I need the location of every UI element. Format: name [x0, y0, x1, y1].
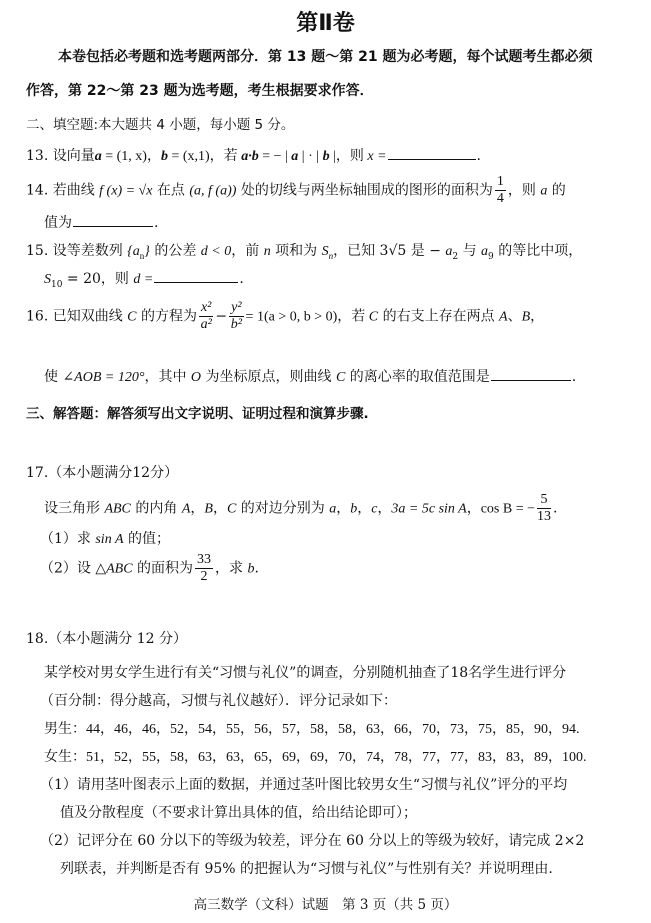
q16-end: . [571, 369, 577, 385]
q14-text: 14. 若曲线 [26, 182, 100, 199]
q17-sep: ， [466, 500, 481, 517]
q13-vec-a: a [94, 149, 102, 164]
q15-a2-sub: 2 [452, 251, 459, 262]
question-17-part-1 [40, 528, 170, 548]
q17-end: . [254, 560, 259, 577]
q14-text: 的 [547, 182, 566, 199]
q13-dot: a·b [241, 149, 259, 164]
q15-S10-sub: 10 [51, 279, 63, 290]
fraction-numerator: x² [200, 300, 212, 315]
q15-seq: {a [127, 244, 140, 259]
q17-ABC: ABC [104, 501, 131, 517]
question-18-part-2: （2）记评分在 60 分以下的等级为较差，评分在 60 分以上的等级为较好，请完成 2×2 [40, 833, 585, 849]
q16-O: O [190, 370, 202, 385]
q17-B: B [204, 501, 213, 517]
question-15-line-2 [44, 268, 244, 290]
q17-text: 设三角形 [44, 500, 105, 517]
fraction-denominator: 4 [496, 191, 504, 206]
question-16-line-2 [44, 366, 576, 386]
q15-d: d < 0 [200, 244, 232, 259]
q17-A: A [181, 501, 191, 517]
answer-blank[interactable] [73, 225, 153, 227]
question-15 [26, 240, 582, 262]
q14-a: a [540, 183, 548, 199]
girls-values: 51，52，55，58，63，63，65，69，69，70，74，78，77，77，83，83，89，100. [86, 750, 587, 765]
q14-fraction [495, 174, 506, 207]
q13-text: |，则 [329, 149, 368, 164]
q17-sep: ， [212, 500, 227, 517]
question-18-part-1-cont: 值及分散程度（不要求计算出具体的值，给出结论即可）； [60, 805, 417, 821]
q13-vec-a: a [291, 149, 299, 164]
boys-scores [44, 718, 580, 738]
q17-c: c [371, 501, 378, 517]
q16-text: ，其中 [144, 369, 191, 385]
q14-text: 值为 [44, 215, 72, 231]
girls-scores [44, 746, 587, 766]
q15-seq-sub: n [139, 250, 145, 261]
question-17-heading: 17.（本小题满分12分） [26, 465, 179, 481]
q15-S: S [321, 244, 329, 259]
section-3-heading: 三、解答题：解答须写出文字说明、证明过程和演算步骤. [26, 406, 369, 422]
question-14 [26, 174, 566, 207]
q14-text: 在点 [152, 182, 190, 199]
q14-end: . [154, 215, 159, 231]
q15-text: = 20，则 [62, 271, 134, 287]
q17-sep: ， [357, 500, 372, 517]
q14-point: (a, f (a)) [189, 183, 237, 199]
q17-sinA: sin A [95, 532, 124, 547]
fraction-denominator: b² [230, 317, 242, 332]
fraction-denominator: a² [200, 317, 212, 332]
intro-line-2: 作答，第 22～第 23 题为选考题，考生根据要求作答． [26, 83, 374, 99]
q17-a: a [329, 501, 337, 517]
answer-blank[interactable] [491, 379, 571, 381]
q16-fraction-x [199, 300, 213, 333]
intro-line-1: 本卷包括必考题和选考题两部分．第 13 题～第 21 题为必考题，每个试题考生都必须 [58, 49, 593, 65]
q15-text: 项和为 [270, 243, 322, 259]
q13-text: | · | [298, 149, 323, 164]
q17-C: C [226, 501, 237, 517]
q14-text: ，则 [507, 182, 541, 199]
question-14-line-2 [44, 212, 158, 232]
question-18-part-2-cont: 列联表，并判断是否有 95% 的把握认为“习惯与礼仪”与性别有关？并说明理由. [60, 861, 553, 877]
q16-text: 的离心率的取值范围是 [345, 369, 490, 385]
page-footer: 高三数学（文科）试题 第 3 页（共 5 页） [193, 897, 458, 913]
page-title: 第Ⅱ卷 [296, 11, 355, 36]
q13-text: 13. 设向量 [26, 148, 95, 164]
q16-text: 为坐标原点，则曲线 [201, 369, 336, 385]
q15-a9: a [481, 244, 489, 259]
q17-text: 的值； [123, 531, 170, 547]
question-18-line-1: 某学校对男女学生进行有关“习惯与礼仪”的调查，分别随机抽查了18名学生进行评分 [44, 665, 567, 681]
q14-text: 处的切线与两坐标轴围成的图形的面积为 [236, 182, 493, 199]
question-16 [26, 300, 544, 333]
q17-text: 的对边分别为 [236, 500, 330, 517]
q15-end: . [239, 271, 244, 287]
q17-ABC: ABC [106, 561, 133, 577]
q16-A: A [499, 309, 508, 325]
fraction-numerator: 33 [197, 552, 212, 567]
question-17-part-2 [40, 552, 259, 585]
q17-text: 的内角 [130, 500, 182, 517]
q17-b: b [247, 561, 255, 577]
q13-end: . [476, 148, 481, 164]
q16-C: C [335, 370, 346, 385]
q15-d: d = [133, 272, 154, 287]
q16-B: B [521, 309, 531, 325]
fraction-numerator: 5 [537, 492, 551, 509]
q15-text: 的等比中项， [493, 243, 583, 259]
q17-text: 的面积为 [132, 560, 194, 577]
q13-text: = (x,1)，若 [167, 149, 242, 164]
q15-text: ，前 [231, 243, 264, 259]
q16-text: 16. 已知双曲线 [26, 308, 128, 325]
q15-seq-end: } [144, 244, 150, 259]
q15-S-sub: n [328, 250, 334, 261]
question-17-line-1 [44, 492, 557, 525]
q16-text: ， [530, 308, 545, 325]
question-18-heading: 18.（本小题满分 12 分） [26, 631, 187, 647]
q17-sep: ， [336, 500, 351, 517]
q17-cos: cos B = − [480, 501, 536, 517]
q15-text: ，已知 3√5 是 − [333, 243, 446, 259]
question-18-line-2: （百分制：得分越高，习惯与礼仪越好）．评分记录如下： [40, 693, 397, 709]
fraction-numerator: y² [231, 300, 242, 315]
q15-text: 15. 设等差数列 [26, 243, 128, 259]
girls-label: 女生： [44, 749, 86, 765]
q17-b: b [350, 501, 358, 517]
q17-area-fraction [195, 552, 213, 585]
q16-text: 使 [44, 369, 63, 385]
q15-S10: S [44, 272, 51, 287]
q16-text: = 1(a > 0, b > 0)，若 [245, 309, 369, 325]
q13-x: x = [367, 149, 387, 164]
q16-minus: − [215, 308, 228, 325]
q17-text: ，求 [215, 560, 248, 577]
q14-func: f (x) = √x [99, 183, 153, 199]
question-13 [26, 145, 481, 165]
q15-text: 与 [458, 243, 482, 259]
q16-angle: ∠AOB = 120° [62, 370, 145, 385]
q15-a9-sub: 9 [488, 251, 494, 262]
q17-sep: ， [377, 500, 392, 517]
fraction-numerator: 1 [496, 174, 504, 189]
q16-text: 的方程为 [136, 308, 197, 325]
answer-blank[interactable] [154, 281, 238, 283]
q17-sep: ， [190, 500, 205, 517]
q15-a2: a [445, 244, 453, 259]
question-18-part-1: （1）请用茎叶图表示上面的数据，并通过茎叶图比较男女生“习惯与礼仪”评分的平均 [40, 777, 568, 793]
q17-end: . [553, 500, 558, 517]
boys-values: 44，46，46，52，54，55，56，57，58，58，63，66，70，73，75，85，90，94. [86, 722, 580, 737]
q16-text: 、 [507, 308, 522, 325]
q15-text: 的公差 [149, 243, 201, 259]
q17-fraction [537, 492, 551, 525]
q16-fraction-y [229, 300, 243, 333]
q16-C: C [368, 309, 379, 325]
q13-text: = − | [258, 149, 292, 164]
q16-text: 的右支上存在两点 [378, 308, 500, 325]
q17-text: （2）设 △ [40, 560, 107, 577]
boys-label: 男生： [44, 721, 86, 737]
fraction-denominator: 2 [200, 569, 208, 584]
q16-C: C [127, 309, 137, 325]
q13-vec-b: b [322, 149, 330, 164]
q17-text: （1）求 [40, 531, 96, 547]
q13-vec-b: b [160, 149, 168, 164]
section-2-heading: 二、填空题:本大题共 4 小题，每小题 5 分。 [26, 117, 295, 133]
q17-equation: 3a = 5c sin A [391, 501, 467, 517]
q13-text: = (1, x)， [101, 149, 161, 164]
answer-blank[interactable] [388, 158, 476, 160]
q15-n: n [263, 244, 271, 259]
fraction-denominator: 13 [537, 509, 552, 524]
